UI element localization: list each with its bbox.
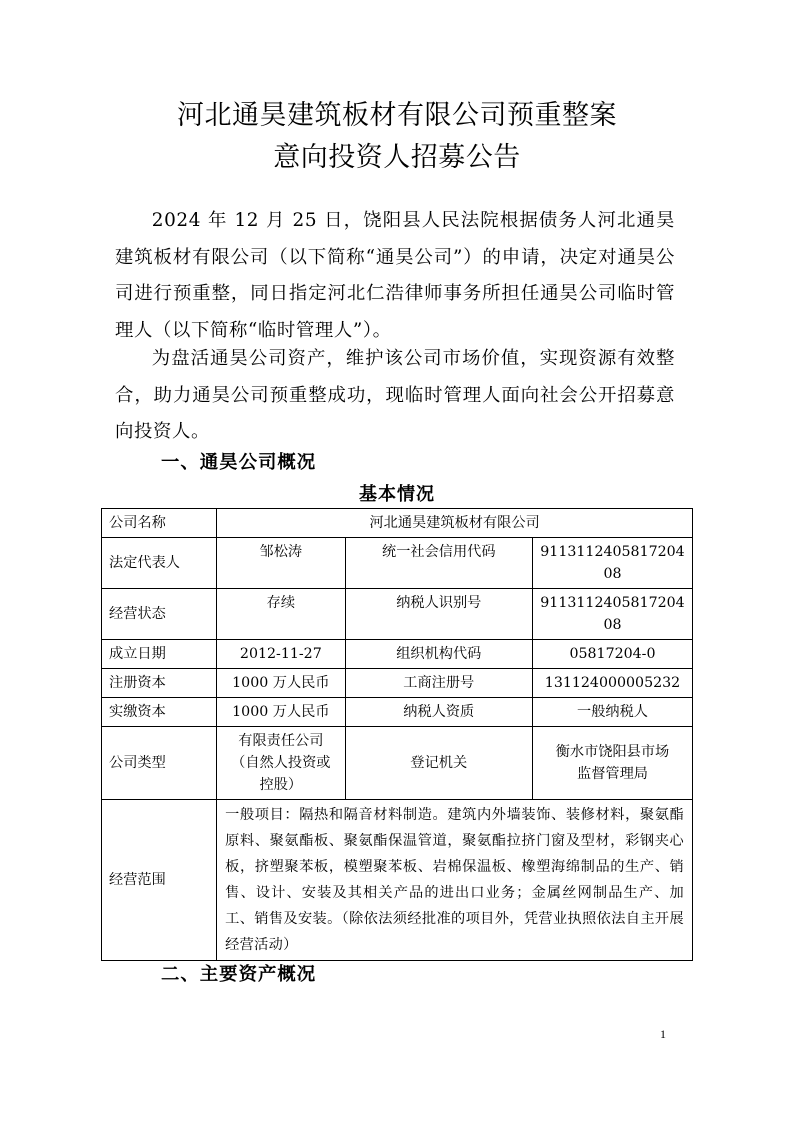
table-row (102, 589, 693, 640)
value-taxpayer-id: 911311240581720408 (533, 589, 693, 640)
value-credit-code: 911311240581720408 (533, 538, 693, 589)
label-registration-authority: 登记机关 (345, 727, 532, 800)
value-registration-authority: 衡水市饶阳县市场监督管理局 (533, 727, 693, 800)
company-info-table (101, 508, 693, 961)
label-company-type: 公司类型 (102, 727, 217, 800)
section-heading-main-assets: 二、主要资产概况 (161, 964, 317, 985)
value-company-name: 河北通昊建筑板材有限公司 (217, 509, 693, 538)
table-row (102, 669, 693, 698)
value-taxpayer-qualification: 一般纳税人 (533, 698, 693, 727)
label-legal-representative: 法定代表人 (102, 538, 217, 589)
section-heading-company-overview: 一、通昊公司概况 (161, 452, 317, 473)
paragraph-recruitment-purpose: 为盘活通昊公司资产，维护该公司市场价值，实现资源有效整合，助力通昊公司预重整成功，现临时管理人面向社会公开招募意向投资人。 (115, 348, 675, 442)
label-taxpayer-qualification: 纳税人资质 (345, 698, 532, 727)
table-row (102, 509, 693, 538)
value-registered-capital: 1000 万人民币 (217, 669, 345, 698)
value-org-code: 05817204-0 (533, 640, 693, 669)
paragraph-court-decision: 2024 年 12 月 25 日，饶阳县人民法院根据债务人河北通昊建筑板材有限公司（以下简称“通昊公司”）的申请，决定对通昊公司进行预重整，同日指定河北仁浩律师事务所担任通昊公司临时管理人（以下简称“临时管理人”）。 (115, 210, 675, 341)
value-established-date: 2012-11-27 (217, 640, 345, 669)
table-title: 基本情况 (359, 484, 435, 505)
label-org-code: 组织机构代码 (345, 640, 532, 669)
label-business-status: 经营状态 (102, 589, 217, 640)
document-title-line-2: 意向投资人招募公告 (273, 142, 521, 173)
label-registered-capital: 注册资本 (102, 669, 217, 698)
label-paid-in-capital: 实缴资本 (102, 698, 217, 727)
label-taxpayer-id: 纳税人识别号 (345, 589, 532, 640)
value-registration-number: 131124000005232 (533, 669, 693, 698)
label-business-scope: 经营范围 (102, 800, 217, 961)
table-row (102, 640, 693, 669)
label-credit-code: 统一社会信用代码 (345, 538, 532, 589)
value-business-scope: 一般项目：隔热和隔音材料制造。建筑内外墙装饰、装修材料，聚氨酯原料、聚氨酯板、聚氨酯保温管道，聚氨酯拉挤门窗及型材，彩钢夹心板，挤塑聚苯板，模塑聚苯板、岩棉保温板、橡塑海绵制品的生产、销售、设计、安装及其相关产品的进出口业务；金属丝网制品生产、加工、销售及安装。（除依法须经批准的项目外，凭营业执照依法自主开展经营活动） (217, 800, 693, 961)
table-row (102, 727, 693, 800)
document-title-line-1: 河北通昊建筑板材有限公司预重整案 (177, 100, 617, 131)
table-row (102, 538, 693, 589)
label-established-date: 成立日期 (102, 640, 217, 669)
value-paid-in-capital: 1000 万人民币 (217, 698, 345, 727)
value-legal-representative: 邹松涛 (217, 538, 345, 589)
table-row (102, 800, 693, 961)
value-business-status: 存续 (217, 589, 345, 640)
table-row (102, 698, 693, 727)
page-number: 1 (660, 1027, 666, 1041)
label-registration-number: 工商注册号 (345, 669, 532, 698)
value-company-type: 有限责任公司（自然人投资或控股） (217, 727, 345, 800)
label-company-name: 公司名称 (102, 509, 217, 538)
